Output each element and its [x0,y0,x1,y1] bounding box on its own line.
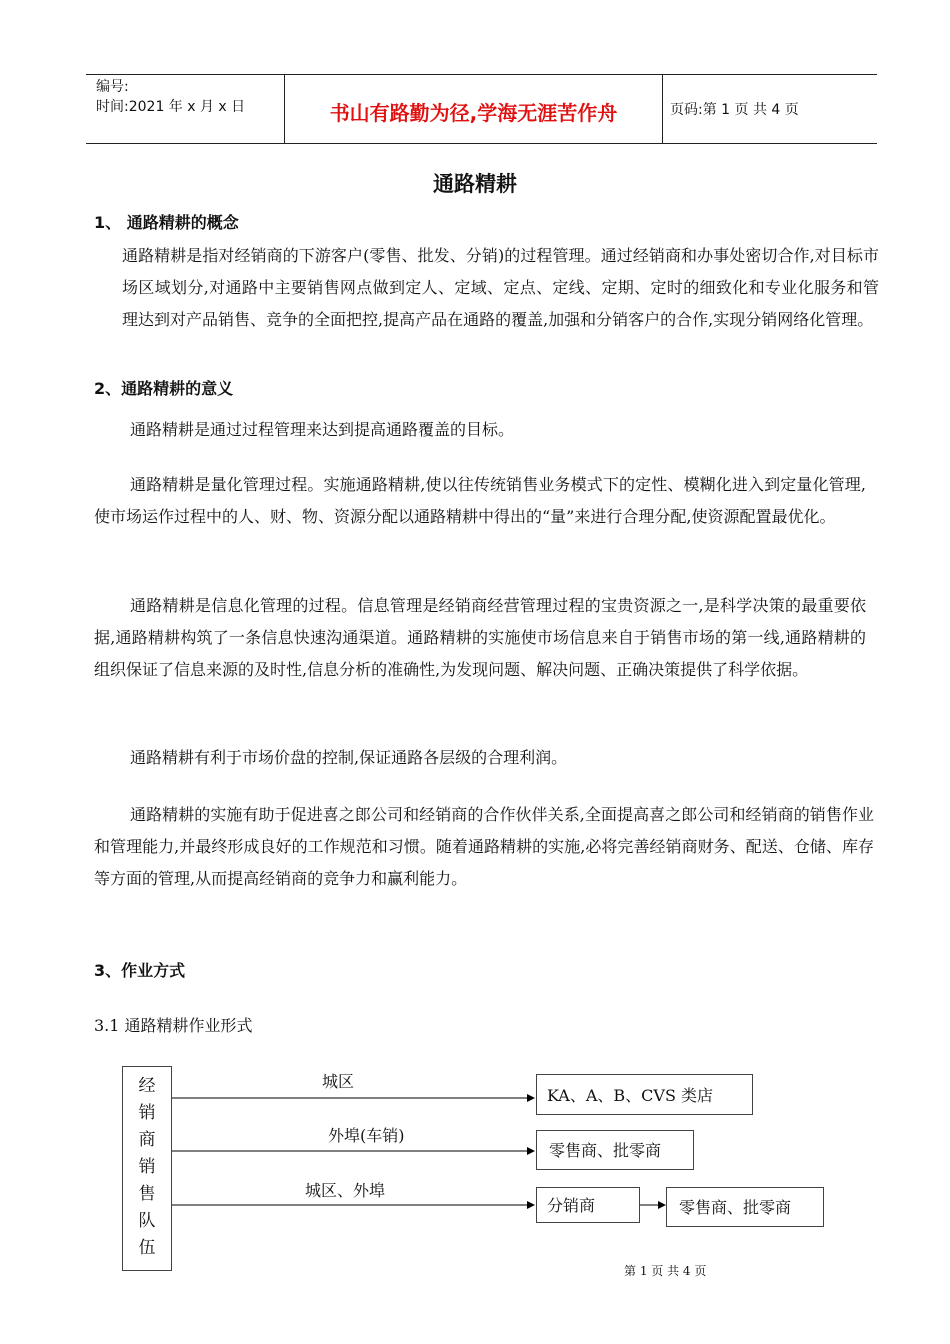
paragraph: 通路精耕有利于市场价盘的控制,保证通路各层级的合理利润。 [130,748,568,767]
target-label: 分销商 [547,1196,596,1215]
paragraph: 通路精耕是通过过程管理来达到提高通路覆盖的目标。 [130,420,515,439]
target-box [536,1130,694,1170]
target-label: 零售商、批零商 [679,1198,792,1217]
document-number-label: 编号: [96,79,129,95]
page-title: 通路精耕 [433,172,517,196]
sales-team-box [122,1066,172,1271]
paragraph: 通路精耕是指对经销商的下游客户(零售、批发、分销)的过程管理。通过经销商和办事处密切合作,对目标市场区域划分,对通路中主要销售网点做到定人、定域、定点、定线、定期、定时的细致化和专业化服务和管理达到对产品销售、竞争的全面把控,提高产品在通路的覆盖,加强和分销客户的合作,实现分销网络化管理。 [122,246,879,329]
target-box [536,1074,753,1115]
paragraph: 通路精耕是信息化管理的过程。信息管理是经销商经营管理过程的宝贵资源之一,是科学决策的最重要依据,通路精耕构筑了一条信息快速沟通渠道。通路精耕的实施使市场信息来自于销售市场的第一线,通路精耕的组织保证了信息来源的及时性,信息分析的准确性,为发现问题、解决问题、正确决策提供了科学依据。 [94,596,866,679]
route-label: 城区 [322,1072,355,1091]
header-page-label: 页码:第 1 页 共 4 页 [670,102,799,118]
target-box [536,1187,640,1223]
document-time-label: 时间:2021 年 x 月 x 日 [96,99,246,115]
subsection-heading: 3.1 通路精耕作业形式 [94,1016,253,1035]
target-label: 零售商、批零商 [549,1141,662,1160]
route-label: 城区、外埠 [305,1181,386,1200]
section-heading: 3、作业方式 [94,961,186,980]
section-heading: 2、通路精耕的意义 [94,379,234,398]
sales-team-label: 经销商销售队伍 [138,1076,156,1258]
target-label: KA、A、B、CVS 类店 [547,1086,714,1105]
paragraph: 通路精耕是量化管理过程。实施通路精耕,使以往传统销售业务模式下的定性、模糊化进入到定量化管理,使市场运作过程中的人、财、物、资源分配以通路精耕中得出的“量”来进行合理分配,使资源配置最优化。 [94,475,866,526]
paragraph: 通路精耕的实施有助于促进喜之郎公司和经销商的合作伙伴关系,全面提高喜之郎公司和经销商的销售作业和管理能力,并最终形成良好的工作规范和习惯。随着通路精耕的实施,必将完善经销商财务、配送、仓储、库存等方面的管理,从而提高经销商的竞争力和赢利能力。 [94,805,874,888]
page-footer: 第 1 页 共 4 页 [624,1264,707,1278]
header-motto: 书山有路勤为径,学海无涯苦作舟 [329,101,618,125]
section-heading: 1、 通路精耕的概念 [94,213,239,232]
target-box [666,1187,824,1227]
route-label: 外埠(车销) [328,1126,405,1145]
